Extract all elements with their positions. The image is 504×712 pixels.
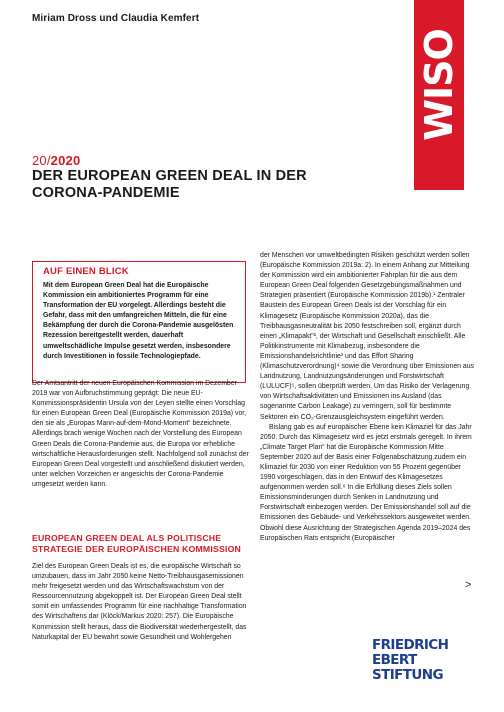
section-heading: EUROPEAN GREEN DEAL ALS POLITISCHE STRATEGIE DER EUROPÄISCHEN KOMMISSION (32, 533, 241, 554)
friedrich-ebert-stiftung-logo (372, 638, 476, 683)
wiso-wordmark: WISO (417, 29, 461, 141)
summary-heading: AUF EINEN BLICK (43, 266, 129, 277)
next-page-arrow-icon[interactable]: > (465, 579, 472, 591)
summary-box (32, 261, 246, 383)
right-paragraph-2: Bislang gab es auf europäischer Ebene kein Klimaziel für das Jahr 2050. Durch das Klimagesetz wird es jetzt erstmals geregelt. In ihrem „Climate Target Plan“ hat die Europäische Kommission Mitte September 2020 auf der Basis einer Folgenabschätzung zudem ein Klimaziel für 2030 von einer Reduktion von 55 Prozent gegenüber 1990 vorgeschlagen, das in den Entwurf des Klimagesetzes aufgenommen werden soll.⁶ In die Erfüllung dieses Ziels sollen Emissionsminderungen durch Senken in Landnutzung und Forstwirtschaft einbezogen werden. Der Emissionshandel soll auf die Emissionen des Gebäude- und Verkehrssektors ausgeweitet werden. Obwohl diese Ausrichtung der Strategischen Agenda 2019–2024 des Europäischen Rats entspricht (Europäischer (260, 423, 472, 542)
right-paragraph-1: der Menschen vor umweltbedingten Risiken geschützt werden sollen (Europäische Kommission 2019a: 2). In einem Anhang zur Mitteilung der Kommission wird ein ambitionierter Fahrplan für die aus dem European Green Deal folgenden Gesetzgebungsmaßnahmen und Strategien präsentiert (Europäische Kommission 2019b).¹ Zentraler Baustein des European Green Deals ist der Vorschlag für ein Klimagesetz (Europäische Kommission 2020a), das die Treibhausgasneutralität bis 2050 festschreiben soll, ergänzt durch einen „Klimapakt“², der Wirtschaft und Gesellschaft einschließt. Alle Politikinstrumente mit Klimabezug, insbesondere die Emissionshandelsrichtlinie³ und das Effort Sharing (Klimaschutzverordnung)⁴ sowie die Verordnung über Emissionen aus Landnutzung, Landnutzungsänderungen und Forstwirtschaft (LULUCF)⁵, sollen überprüft werden. Um das Risiko der Verlagerung von Wirtschaftsaktivitäten und Emissionen ins Ausland (das sogenannte Carbon Leakage) zu verringern, soll für bestimmte Sektoren ein CO₂-Grenzausgleichsystem eingeführt werden. (260, 252, 475, 421)
title-line-1: DER EUROPEAN GREEN DEAL IN DER (32, 168, 307, 184)
logo-line-1: FRIEDRICH (372, 637, 449, 653)
issue-number (32, 153, 80, 168)
section-paragraph: Ziel des European Green Deals ist es, die europäische Wirtschaft so umzubauen, dass im Jahr 2050 keine Netto-Treibhausgasemissionen mehr freigesetzt werden und das Wirtschaftswachstum von der Ressourcennutzung abgekoppelt ist. Der European Green Deal stellt somit ein umfassendes Programm für eine nachhaltige Transformation des Wirtschaftens dar (Klöck/Markus 2020: 257). Die Europäische Kommission stellt heraus, dass die Biodiversität wiederhergestellt, das Naturkapital der EU bewahrt sowie Gesundheit und Wohlergehen (32, 563, 247, 641)
issue-prefix: 20/ (32, 153, 51, 168)
page-title (32, 168, 412, 202)
right-column (260, 251, 474, 544)
section-column (32, 562, 250, 643)
title-line-2: CORONA-PANDEMIE (32, 185, 180, 201)
issue-year: 2020 (50, 153, 81, 168)
authors: Miriam Dross und Claudia Kemfert (32, 13, 200, 24)
intro-paragraph: Der Amtsantritt der neuen Europäischen Kommission im Dezember 2019 war von Aufbruchstimmung geprägt: Die neue EU-Kommissionspräsidentin Ursula von der Leyen stellte einen Vorschlag für einen European Green Deal (Europäische Kommission 2019a) vor, den sie als „Europas Mann-auf-dem-Mond-Moment“ bezeichnete. Allerdings brach wenige Wochen nach der Vorstellung des European Green Deals die Corona-Pandemie aus, die Europa vor erhebliche wirtschaftliche Herausforderungen stellt. Nachfolgend soll zunächst der European Green Deal vorgestellt und anschließend diskutiert werden, unter welchen Vorzeichen er angesichts der Corona-Pandemie umgesetzt werden kann. (32, 380, 249, 488)
direkt-label: DIREKT (467, 107, 473, 141)
wiso-direkt-logo (414, 0, 473, 190)
logo-line-2: EBERT (372, 652, 417, 668)
logo-line-3: STIFTUNG (372, 667, 443, 683)
summary-text: Mit dem European Green Deal hat die Europäische Kommission ein ambitioniertes Programm für eine Transformation der EU vorgelegt. Allerdings besteht die Gefahr, dass mit den umfangreichen Mitteln, die für eine Bekämpfung der durch die Corona-Pandemie ausgelösten Rezession bereitgestellt werden, dauerhaft umweltschädliche Impulse gesetzt werden, insbesondere durch Investitionen in fossile Technologiepfade. (43, 282, 234, 360)
intro-column (32, 379, 250, 490)
